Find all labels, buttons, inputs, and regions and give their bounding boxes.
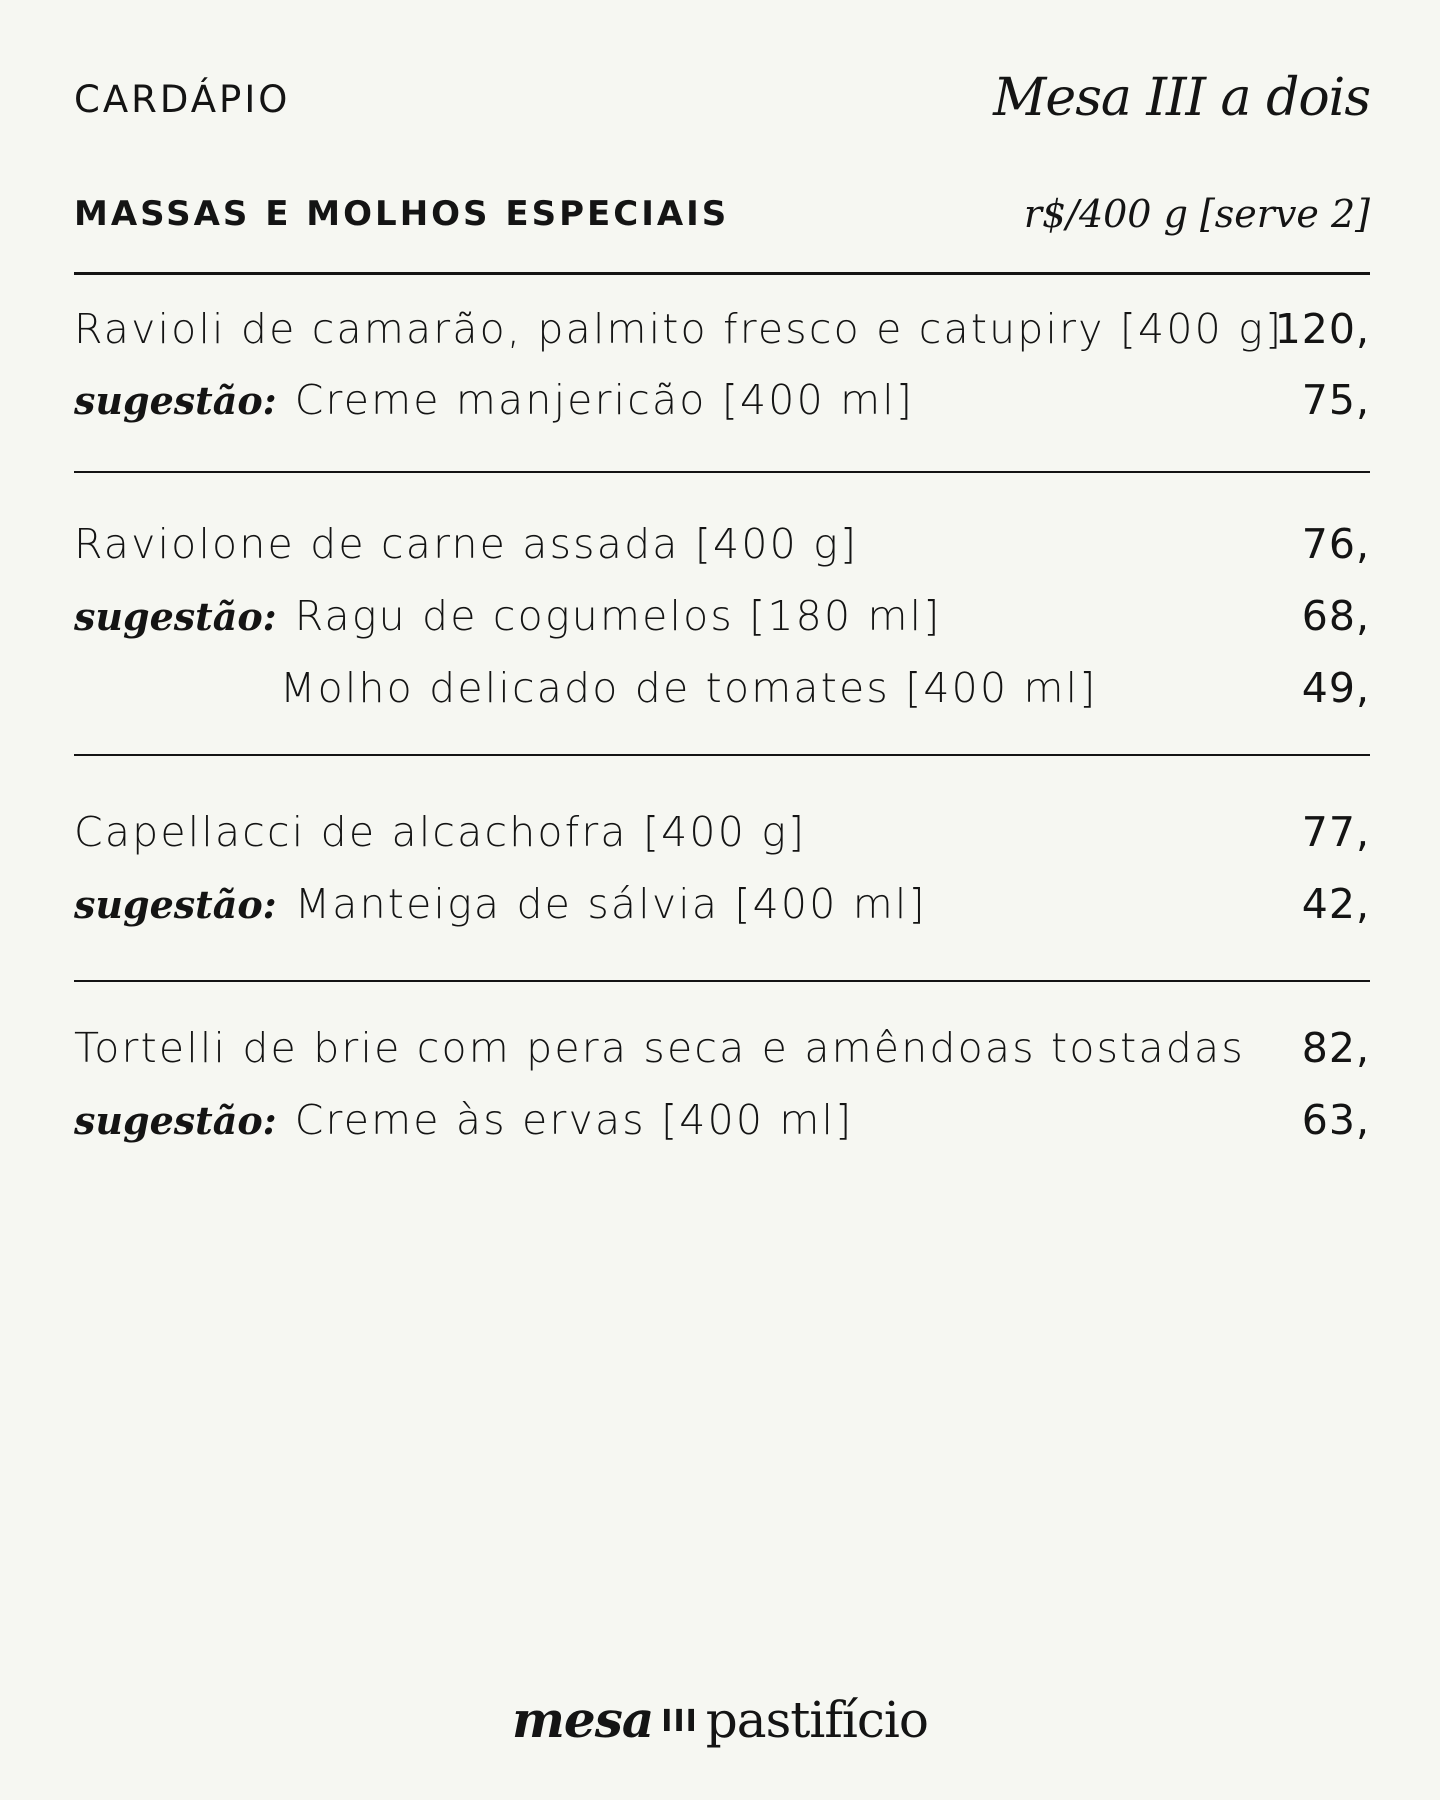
menu-page [74, 0, 1370, 1800]
suggestion-price: 75, [1301, 376, 1370, 424]
section-title: MASSAS E MOLHOS ESPECIAIS [74, 194, 730, 234]
suggestion-label: sugestão: [74, 378, 277, 423]
item-price: 76, [1301, 520, 1370, 568]
section-divider [74, 272, 1370, 275]
item-price: 82, [1301, 1024, 1370, 1072]
menu-item [74, 520, 1370, 576]
suggestion-name: Creme manjericão [400 ml] [294, 376, 915, 424]
menu-label: CARDÁPIO [74, 78, 291, 121]
suggestion-name: Creme às ervas [400 ml] [294, 1096, 854, 1144]
suggestion-text [74, 376, 914, 424]
menu-item [74, 305, 1370, 361]
item-name: Raviolone de carne assada [400 g] [74, 520, 859, 568]
logo-mesa: mesa [512, 1690, 654, 1749]
item-divider [74, 754, 1370, 756]
suggestion-text [74, 1096, 853, 1144]
suggestion-name: Molho delicado de tomates [400 ml] [280, 664, 1098, 712]
suggestion-price: 68, [1301, 592, 1370, 640]
suggestion-price: 42, [1301, 880, 1370, 928]
suggestion-label: sugestão: [74, 1098, 277, 1143]
menu-title: Mesa III a dois [993, 68, 1370, 128]
suggestion-name: Ragu de cogumelos [180 ml] [294, 592, 942, 640]
item-divider [74, 471, 1370, 473]
header [74, 68, 1370, 128]
suggestion-line [74, 880, 1370, 936]
logo-bars: III [661, 1704, 698, 1739]
suggestion-label: sugestão: [74, 882, 277, 927]
item-name: Capellacci de alcachofra [400 g] [74, 808, 807, 856]
suggestion-name: Manteiga de sálvia [400 ml] [294, 880, 927, 928]
item-divider [74, 980, 1370, 982]
suggestion-line [74, 376, 1370, 432]
item-name: Ravioli de camarão, palmito fresco e catupiry [400 g] [74, 305, 1284, 353]
item-price: 77, [1301, 808, 1370, 856]
menu-item [74, 1024, 1370, 1080]
suggestion-line [74, 1096, 1370, 1152]
suggestion-text [74, 592, 941, 640]
suggestion-text [74, 880, 927, 928]
item-name: Tortelli de brie com pera seca e amêndoas tostadas [74, 1024, 1245, 1072]
section-header [74, 192, 1370, 242]
section-price-note: r$/400 g [serve 2] [1023, 192, 1370, 236]
suggestion-line [74, 592, 1370, 648]
item-price: 120, [1274, 305, 1370, 353]
suggestion-label: sugestão: [74, 594, 277, 639]
suggestion-price: 49, [1301, 664, 1370, 712]
menu-item [74, 808, 1370, 864]
logo-pastificio: pastifício [705, 1691, 928, 1749]
suggestion-price: 63, [1301, 1096, 1370, 1144]
suggestion-line [74, 664, 1370, 720]
footer-logo [0, 1690, 1440, 1749]
